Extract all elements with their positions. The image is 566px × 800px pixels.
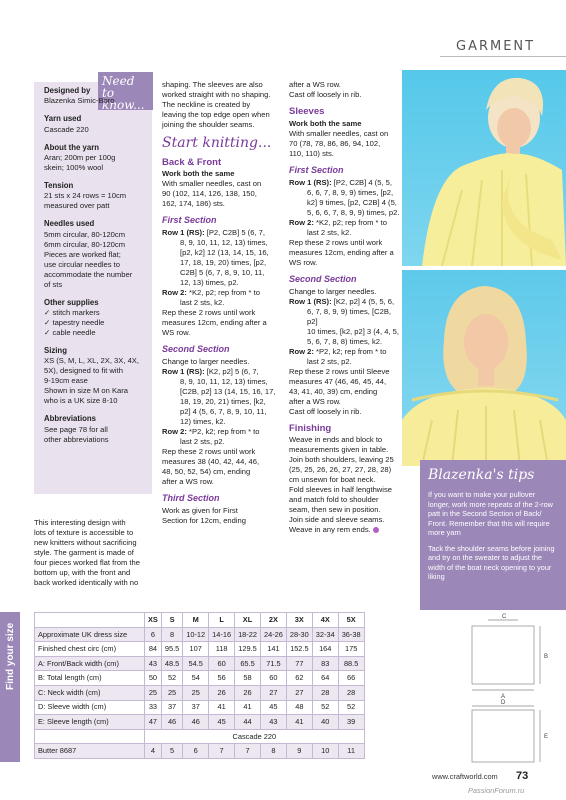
row-label: Row 2: xyxy=(289,346,314,356)
sizing-line: 9-19cm ease xyxy=(44,376,88,386)
size-header: 3X xyxy=(286,613,312,628)
tension-block xyxy=(44,181,146,211)
body-line: 43, 41, 40, 39) cm, ending xyxy=(289,386,378,396)
table-cell: 8 xyxy=(260,744,286,759)
table-cell: 64 xyxy=(312,671,338,686)
supply-item: ✓ cable needle xyxy=(44,327,96,337)
body-line: 90 (102, 114, 126, 138, 150, xyxy=(162,189,257,199)
table-cell: 48 xyxy=(286,700,312,715)
body-line: measures 47 (46, 46, 45, 44, xyxy=(289,376,387,386)
body-line: Join side and sleeve seams. xyxy=(289,515,385,525)
table-cell: 71.5 xyxy=(260,656,286,671)
table-cell: 41 xyxy=(286,715,312,730)
row-text: 18, 19, 20, 21) times, [k2, xyxy=(180,397,266,407)
needles-block xyxy=(44,219,146,289)
body-line: Cast off loosely in rib. xyxy=(289,90,362,100)
garment-schematic xyxy=(466,612,566,768)
needles-line: 6mm circular, 80-120cm xyxy=(44,239,126,249)
sidebar-content xyxy=(44,86,146,453)
about-yarn-line: skein; 100% wool xyxy=(44,162,104,172)
body-line: The neckline is created by xyxy=(162,100,251,110)
table-cell: 58 xyxy=(235,671,261,686)
label-a: A xyxy=(501,694,506,700)
yarn-name: Cascade 220 xyxy=(44,124,89,134)
table-cell: 152.5 xyxy=(286,642,312,657)
table-cell: 32-34 xyxy=(312,627,338,642)
row-text: [C2B, p2] 13 (14, 15, 16, 17, xyxy=(180,387,276,397)
body-line: Cast off loosely in rib. xyxy=(289,406,362,416)
second-section-heading: Second Section xyxy=(162,344,230,355)
footer-url[interactable]: www.craftworld.com xyxy=(432,772,498,781)
row-text: *P2, k2; rep from * to xyxy=(316,346,387,356)
needles-line: of sts xyxy=(44,279,63,289)
body-line: measurements given in table. xyxy=(289,445,389,455)
table-cell: 28-30 xyxy=(286,627,312,642)
row-label: Row 1 (RS): xyxy=(289,296,332,306)
label-e: E xyxy=(544,734,549,740)
row-text: 8, 9, 10, 11, 12, 13) times, xyxy=(180,377,268,387)
first-section-heading: First Section xyxy=(289,164,344,175)
table-cell: 164 xyxy=(312,642,338,657)
back-front-heading: Back & Front xyxy=(162,156,222,168)
row-text: 12) times, k2. xyxy=(180,417,226,427)
size-header: S xyxy=(161,613,182,628)
intro-line: four pieces worked flat from the xyxy=(34,558,140,568)
row-label: Row 1 (RS): xyxy=(162,228,205,238)
row-label: Finished chest circ (cm) xyxy=(35,642,145,657)
body-line: Section for 12cm, ending xyxy=(162,516,247,526)
abbreviations-line: See page 78 for all xyxy=(44,424,108,434)
body-line: Rep these 2 rows until Sleeve xyxy=(289,366,390,376)
table-cell: 28 xyxy=(338,685,364,700)
body-line: With smaller needles, cast on xyxy=(162,179,262,189)
row-text: last 2 sts, k2. xyxy=(180,298,225,308)
supply-item: ✓ stitch markers xyxy=(44,307,100,317)
row-text: C2B] 5 (6, 7, 8, 9, 10, 11, xyxy=(180,268,265,278)
table-cell: 175 xyxy=(338,642,364,657)
table-cell: 62 xyxy=(286,671,312,686)
body-line: Join both shoulders, leaving 25 xyxy=(289,455,394,465)
finishing-heading: Finishing xyxy=(289,422,332,434)
body-line: Change to larger needles. xyxy=(162,357,250,367)
body-line: after a WS row. xyxy=(289,396,341,406)
row-text: *P2, k2; rep from * to xyxy=(189,427,260,437)
needles-line: Pieces are worked flat; xyxy=(44,249,121,259)
table-header-row xyxy=(35,613,365,628)
body-line: Rep these 2 rows until work xyxy=(162,308,256,318)
row-text: 8, 9, 10, 11, 12, 13) times, xyxy=(180,238,268,248)
size-header: M xyxy=(183,613,209,628)
table-cell: 40 xyxy=(312,715,338,730)
body-line: 162, 174, 186) sts. xyxy=(162,199,225,209)
tab-line-1: Need to xyxy=(102,74,135,100)
table-row xyxy=(35,627,365,642)
yarn-block xyxy=(44,114,146,134)
abbreviations-block xyxy=(44,414,146,444)
table-cell: 88.5 xyxy=(338,656,364,671)
table-cell: 7 xyxy=(209,744,235,759)
sizing-line: XS (S, M, L, XL, 2X, 3X, 4X, xyxy=(44,356,139,366)
size-header: 2X xyxy=(260,613,286,628)
model-photo-front xyxy=(402,70,566,266)
intro-line: back worked identically with no xyxy=(34,578,139,588)
about-yarn-line: Aran; 200m per 100g xyxy=(44,152,116,162)
start-knitting-heading: Start knitting... xyxy=(162,135,272,152)
table-cell: 9 xyxy=(286,744,312,759)
row-text: 12, 13) times, p2. xyxy=(180,278,239,288)
intro-line: lots of texture is accessible to xyxy=(34,528,134,538)
body-line: Weave in any rem ends. xyxy=(289,525,371,535)
needles-line: use circular needles to xyxy=(44,259,120,269)
row-text: [K2, p2] 4 (5, 5, 6, xyxy=(333,296,395,306)
row-text: [p2, k2] 12 (13, 14, 15, 16, xyxy=(180,248,269,258)
body-line: With smaller needles, cast on xyxy=(289,128,389,138)
yarn-row xyxy=(35,729,365,744)
table-cell: 45 xyxy=(260,700,286,715)
table-cell: 6 xyxy=(183,744,209,759)
table-cell: 56 xyxy=(209,671,235,686)
size-header: 5X xyxy=(338,613,364,628)
table-cell: 46 xyxy=(183,715,209,730)
row-text: *K2, p2; rep from * to xyxy=(189,288,260,298)
row-label: E: Sleeve length (cm) xyxy=(35,715,145,730)
body-line: measures 12cm, ending after a xyxy=(289,247,394,257)
sleeves-heading: Sleeves xyxy=(289,106,325,118)
work-both-note: Work both the same xyxy=(289,118,362,128)
table-cell: 54 xyxy=(183,671,209,686)
tension-line: measured over patt xyxy=(44,201,110,211)
body-line: Fold sleeves in half lengthwise xyxy=(289,485,392,495)
row-text: last 2 sts, p2. xyxy=(307,356,352,366)
table-cell: 45 xyxy=(209,715,235,730)
row-label: B: Total length (cm) xyxy=(35,671,145,686)
table-cell: 46 xyxy=(161,715,182,730)
table-cell: 48.5 xyxy=(161,656,182,671)
table-header-corner xyxy=(35,613,145,628)
size-header: L xyxy=(209,613,235,628)
table-cell: 84 xyxy=(145,642,162,657)
page-number: 73 xyxy=(516,770,529,782)
find-your-size-tab xyxy=(0,612,20,762)
row-text: p2] 4 (5, 6, 7, 8, 9, 10, 11, xyxy=(180,407,267,417)
table-cell: 52 xyxy=(338,700,364,715)
table-row xyxy=(35,685,365,700)
body-line: 110, 110) sts. xyxy=(289,148,334,158)
row-text: 6, 7, 8, 9, 9) times, [C2B, p2] xyxy=(307,306,391,326)
first-section-heading: First Section xyxy=(162,215,217,226)
row-text: *K2, p2; rep from * to xyxy=(316,217,387,227)
supplies-heading: Other supplies xyxy=(44,297,99,307)
table-cell: 129.5 xyxy=(235,642,261,657)
table-cell: 37 xyxy=(161,700,182,715)
table-cell: 60 xyxy=(209,656,235,671)
table-cell: 47 xyxy=(145,715,162,730)
sizing-line: 5X), designed to fit with xyxy=(44,366,123,376)
table-cell: 52 xyxy=(161,671,182,686)
body-line: shaping. The sleeves are also xyxy=(162,80,263,89)
about-yarn-block xyxy=(44,143,146,173)
table-cell: 33 xyxy=(145,700,162,715)
sizing-line: Shown in size M on Kara xyxy=(44,386,128,396)
work-both-note: Work both the same xyxy=(162,169,235,179)
table-cell: 65.5 xyxy=(235,656,261,671)
table-cell: 43 xyxy=(260,715,286,730)
needles-heading: Needles used xyxy=(44,219,95,229)
second-section-heading: Second Section xyxy=(289,273,357,284)
yarn-heading: Yarn used xyxy=(44,114,82,124)
intro-line: This interesting design with xyxy=(34,518,126,527)
table-cell: 28 xyxy=(312,685,338,700)
row-text: 10 times, [k2, p2] 3 (4, 4, 5, xyxy=(307,326,400,336)
abbreviations-line: other abbreviations xyxy=(44,434,109,444)
row-text: last 2 sts, p2. xyxy=(180,437,225,447)
table-cell: 25 xyxy=(183,685,209,700)
row-label: Row 2: xyxy=(162,288,187,298)
tip-paragraph: If you want to make your pullover longer, work more repeats of the 2-row patt in the Second Section of Back/ Front. Remember that this will require more yarn xyxy=(428,490,553,538)
table-cell: 50 xyxy=(145,671,162,686)
row-label: C: Neck width (cm) xyxy=(35,685,145,700)
tab-line-2: know... xyxy=(102,98,145,112)
tip-paragraph: Tack the shoulder seams before joining and try on the sweater to adjust the width of the boat neck opening to your liking xyxy=(428,543,555,582)
table-cell: 60 xyxy=(260,671,286,686)
label-d: D xyxy=(501,700,506,706)
find-your-size-label: Find your size xyxy=(5,622,16,690)
intro-line: style. The garment is made of xyxy=(34,548,134,558)
row-text: 6, 6, 7, 8, 9, 9) times, [p2, xyxy=(307,187,394,197)
row-text: 5, 6, 7, 8, 8) times, k2. xyxy=(307,336,383,346)
tension-heading: Tension xyxy=(44,180,74,190)
table-cell: 39 xyxy=(338,715,364,730)
supplies-block xyxy=(44,298,146,338)
size-header: 4X xyxy=(312,613,338,628)
table-cell: 10 xyxy=(312,744,338,759)
table-cell: 44 xyxy=(235,715,261,730)
row-text: last 2 sts, k2. xyxy=(307,227,352,237)
table-cell: 24-26 xyxy=(260,627,286,642)
body-shape xyxy=(472,626,534,684)
table-cell: 36-38 xyxy=(338,627,364,642)
table-cell: 77 xyxy=(286,656,312,671)
table-cell: 5 xyxy=(161,744,182,759)
designer-heading: Designed by xyxy=(44,86,91,95)
body-line: worked straight with no shaping. xyxy=(162,90,271,100)
table-cell: 27 xyxy=(260,685,286,700)
needles-line: accommodate the number xyxy=(44,269,133,279)
intro-line: bottom up, with the front and xyxy=(34,568,131,578)
sizing-line: who is a UK size 8-10 xyxy=(44,396,118,406)
table-row xyxy=(35,656,365,671)
table-cell: 41 xyxy=(209,700,235,715)
body-line: Change to larger needles. xyxy=(289,286,377,296)
label-b: B xyxy=(544,654,549,660)
pattern-column-1 xyxy=(162,80,284,526)
yarn-name-cell: Cascade 220 xyxy=(145,729,365,744)
needles-line: 5mm circular, 80-120cm xyxy=(44,229,126,239)
row-text: [P2, C2B] 4 (5, 5, xyxy=(333,177,392,187)
table-row xyxy=(35,700,365,715)
table-cell: 14-16 xyxy=(209,627,235,642)
table-cell: 41 xyxy=(235,700,261,715)
sizing-heading: Sizing xyxy=(44,345,67,355)
table-cell: 10-12 xyxy=(183,627,209,642)
row-label: D: Sleeve width (cm) xyxy=(35,700,145,715)
size-table xyxy=(34,612,365,759)
tips-heading: Blazenka's tips xyxy=(428,467,535,483)
row-label xyxy=(35,729,145,744)
row-text: [P2, C2B] 5 (6, 7, xyxy=(206,228,265,238)
body-line: measures 12cm, ending after a xyxy=(162,318,267,328)
row-label: Row 1 (RS): xyxy=(289,177,332,187)
table-cell: 7 xyxy=(235,744,261,759)
end-bullet-icon xyxy=(373,527,379,533)
table-cell: 25 xyxy=(161,685,182,700)
table-row xyxy=(35,642,365,657)
body-line: Weave in ends and block to xyxy=(289,435,383,445)
body-line: measures 38 (40, 42, 44, 46, xyxy=(162,457,260,467)
sizing-block xyxy=(44,346,146,406)
body-line: (25, 25, 26, 26, 27, 27, 28, 28) xyxy=(289,465,392,475)
section-title: GARMENT xyxy=(456,39,536,54)
body-line: 48, 50, 52, 54) cm, ending xyxy=(162,467,251,477)
table-cell: 6 xyxy=(145,627,162,642)
body-line: after a WS row. xyxy=(289,80,341,89)
body-line: and match fold to shoulder xyxy=(289,495,379,505)
table-cell: 141 xyxy=(260,642,286,657)
table-cell: 52 xyxy=(312,700,338,715)
intro-line: new knitters without sacrificing xyxy=(34,538,137,548)
table-cell: 26 xyxy=(235,685,261,700)
table-cell: 118 xyxy=(209,642,235,657)
body-line: 70 (78, 78, 86, 86, 94, 102, xyxy=(289,138,381,148)
body-line: joining the shoulder seams. xyxy=(162,120,255,130)
table-cell: 18-22 xyxy=(235,627,261,642)
designer-block xyxy=(44,86,146,106)
table-row xyxy=(35,715,365,730)
table-cell: 54.5 xyxy=(183,656,209,671)
row-label: Row 2: xyxy=(162,427,187,437)
table-cell: 66 xyxy=(338,671,364,686)
table-cell: 4 xyxy=(145,744,162,759)
table-row xyxy=(35,671,365,686)
designer-name: Blazenka Simic-Boro xyxy=(44,96,115,106)
size-header: XS xyxy=(145,613,162,628)
body-line: seam, then sew in position. xyxy=(289,505,381,515)
table-cell: 26 xyxy=(209,685,235,700)
row-text: k2] 9 times, [p2, C2B] 4 (5, xyxy=(307,197,397,207)
table-cell: 25 xyxy=(145,685,162,700)
supply-item: ✓ tapestry needle xyxy=(44,317,105,327)
row-text: 17, 18, 19, 20) times, [p2, xyxy=(180,258,267,268)
intro-paragraph xyxy=(34,518,154,588)
row-label: Butter 8687 xyxy=(35,744,145,759)
table-cell: 43 xyxy=(145,656,162,671)
row-label: A: Front/Back width (cm) xyxy=(35,656,145,671)
row-label: Row 1 (RS): xyxy=(162,367,205,377)
body-line: Rep these 2 rows until work xyxy=(289,237,383,247)
row-text: 5, 6, 6, 7, 8, 9, 9) times, p2. xyxy=(307,207,400,217)
row-label: Approximate UK dress size xyxy=(35,627,145,642)
table-cell: 8 xyxy=(161,627,182,642)
body-line: Work as given for First xyxy=(162,506,238,516)
body-line: Rep these 2 rows until work xyxy=(162,447,256,457)
body-line: cm unsewn for boat neck. xyxy=(289,475,376,485)
model-photo-closeup xyxy=(402,270,566,466)
table-cell: 27 xyxy=(286,685,312,700)
label-c: C xyxy=(502,614,507,620)
header-divider xyxy=(440,56,566,57)
table-row xyxy=(35,744,365,759)
table-cell: 107 xyxy=(183,642,209,657)
designer-tips-box xyxy=(420,460,566,610)
sleeve-shape xyxy=(472,710,534,762)
body-line: leaving the top edge open when xyxy=(162,110,270,120)
size-header: XL xyxy=(235,613,261,628)
row-label: Row 2: xyxy=(289,217,314,227)
body-line: after a WS row. xyxy=(162,477,214,487)
abbreviations-heading: Abbreviations xyxy=(44,414,96,424)
third-section-heading: Third Section xyxy=(162,493,220,504)
table-cell: 95.5 xyxy=(161,642,182,657)
table-cell: 37 xyxy=(183,700,209,715)
table-cell: 11 xyxy=(338,744,364,759)
table-cell: 83 xyxy=(312,656,338,671)
row-text: [K2, p2] 5 (6, 7, xyxy=(206,367,259,377)
watermark: PassionForum.ru xyxy=(468,786,525,795)
about-yarn-heading: About the yarn xyxy=(44,142,100,152)
body-line: WS row. xyxy=(162,328,191,338)
tension-line: 21 sts x 24 rows = 10cm xyxy=(44,191,127,201)
pattern-column-2 xyxy=(289,80,401,535)
body-line: WS row. xyxy=(289,257,318,267)
